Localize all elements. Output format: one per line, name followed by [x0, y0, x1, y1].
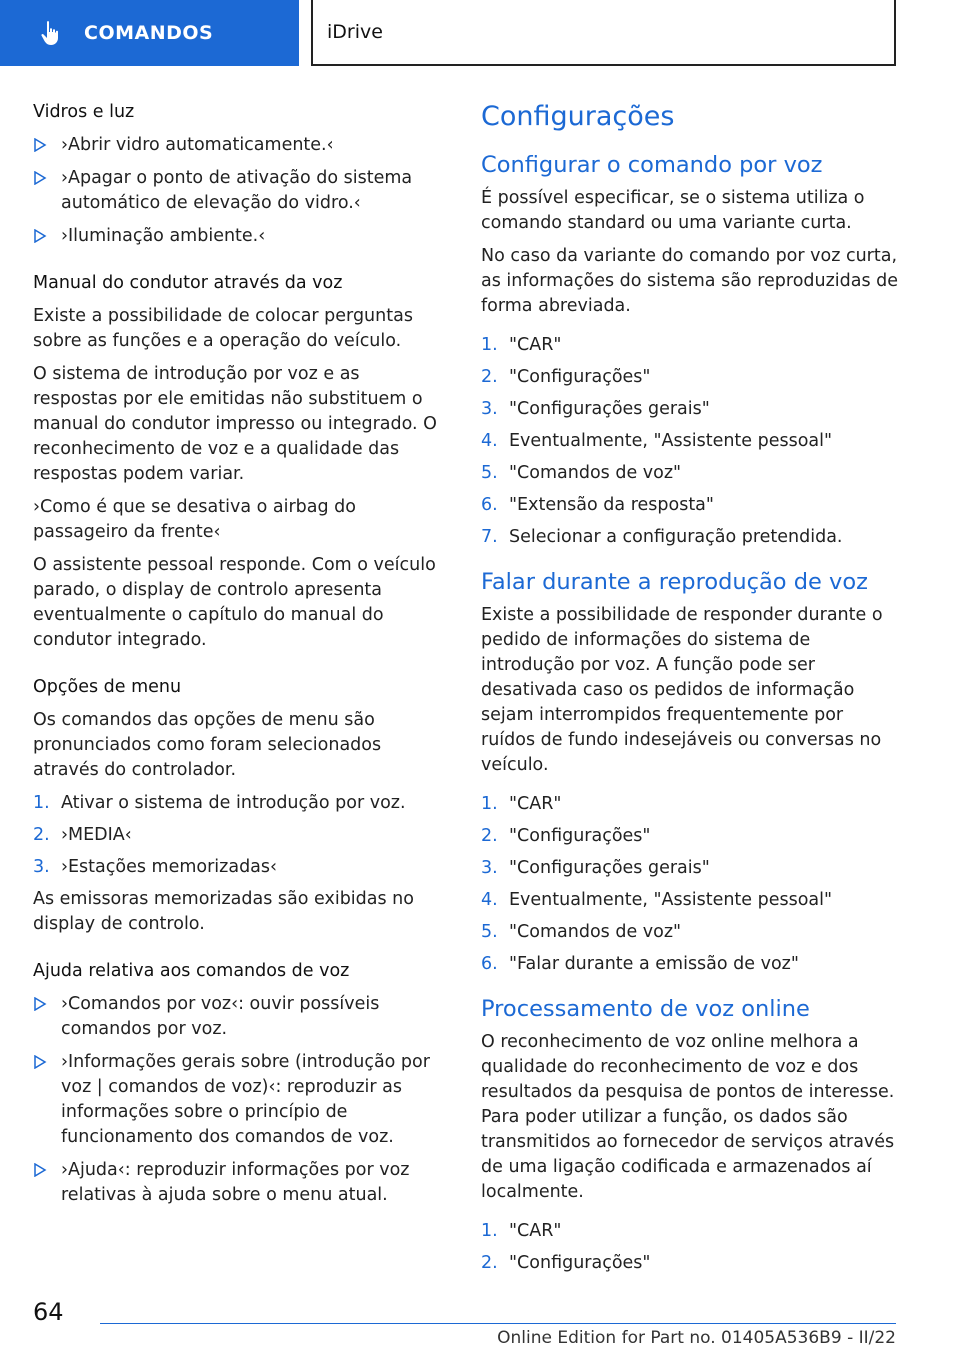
triangle-bullet-icon	[33, 171, 47, 185]
list-item: ›Informações gerais sobre (introdução por voz | comandos de voz)‹: reproduzir as informações sobre o princípio de funcionamento dos comandos de voz.	[33, 1050, 443, 1150]
list-item: 1. "CAR"	[481, 335, 562, 355]
list-item: 7. Selecionar a configuração pretendida.	[481, 527, 843, 547]
paragraph: No caso da variante do comando por voz curta, as informações do sistema são reproduzidas de forma abreviada.	[481, 246, 899, 316]
hand-pointer-icon	[38, 20, 64, 46]
list-item: 4. Eventualmente, "Assistente pessoal"	[481, 431, 833, 451]
subsection-title: Manual do condutor através da voz	[33, 273, 343, 293]
command-list	[33, 133, 443, 249]
chapter-tab	[0, 0, 299, 66]
list-item: 3. ›Estações memorizadas‹	[33, 857, 278, 877]
subsection-heading: Falar durante a reprodução de voz	[481, 569, 868, 595]
paragraph: ›Como é que se desativa o airbag do passageiro da frente‹	[33, 497, 356, 542]
list-item: ›Ajuda‹: reproduzir informações por voz relativas à ajuda sobre o menu atual.	[33, 1158, 443, 1208]
step-list	[481, 333, 901, 550]
paragraph: As emissoras memorizadas são exibidas no display de controlo.	[33, 889, 414, 934]
section-title: iDrive	[327, 21, 383, 43]
subsection-heading: Processamento de voz online	[481, 996, 810, 1022]
footer-divider	[100, 1323, 896, 1324]
list-item: 2. "Configurações"	[481, 1253, 651, 1273]
section-heading: Configurações	[481, 101, 675, 132]
triangle-bullet-icon	[33, 229, 47, 243]
list-item: 2. ›MEDIA‹	[33, 825, 132, 845]
command-list	[33, 992, 443, 1208]
paragraph: Existe a possibilidade de responder durante o pedido de informações do sistema de introdução por voz. A função pode ser desativada caso os pedidos de informação sejam interrompidos frequentemente por ruídos de fundo indesejáveis ou conversas no veículo.	[481, 605, 883, 775]
step-list	[33, 791, 443, 880]
list-item: 5. "Comandos de voz"	[481, 463, 682, 483]
list-item: 1. Ativar o sistema de introdução por voz.	[33, 793, 406, 813]
list-item: 6. "Falar durante a emissão de voz"	[481, 954, 799, 974]
step-list	[481, 1219, 901, 1276]
paragraph: Os comandos das opções de menu são pronunciados como foram selecionados através do controlador.	[33, 710, 382, 780]
edition-note: Online Edition for Part no. 01405A536B9 - II/22	[497, 1328, 896, 1348]
list-item: 6. "Extensão da resposta"	[481, 495, 714, 515]
right-column	[481, 100, 901, 1283]
list-item: ›Abrir vidro automaticamente.‹	[33, 133, 443, 158]
triangle-bullet-icon	[33, 1163, 47, 1177]
paragraph: O reconhecimento de voz online melhora a qualidade do reconhecimento de voz e dos resultados da pesquisa de pontos de interesse. Para poder utilizar a função, os dados são transmitidos ao fornecedor de serviços através de uma ligação codificada e armazenados aí localmente.	[481, 1032, 895, 1202]
list-item: 5. "Comandos de voz"	[481, 922, 682, 942]
list-item: 3. "Configurações gerais"	[481, 399, 710, 419]
list-item: 2. "Configurações"	[481, 367, 651, 387]
subsection-title: Opções de menu	[33, 677, 182, 697]
chapter-title: COMANDOS	[84, 22, 214, 44]
list-item: 1. "CAR"	[481, 1221, 562, 1241]
triangle-bullet-icon	[33, 138, 47, 152]
paragraph: Existe a possibilidade de colocar perguntas sobre as funções e a operação do veículo.	[33, 306, 413, 351]
step-list	[481, 792, 901, 977]
list-item: 1. "CAR"	[481, 794, 562, 814]
section-header	[311, 0, 896, 66]
page-number: 64	[33, 1298, 64, 1326]
list-item: 4. Eventualmente, "Assistente pessoal"	[481, 890, 833, 910]
subsection-title: Vidros e luz	[33, 102, 135, 122]
list-item: 2. "Configurações"	[481, 826, 651, 846]
list-item: ›Apagar o ponto de ativação do sistema automático de elevação do vidro.‹	[33, 166, 443, 216]
list-item: ›Iluminação ambiente.‹	[33, 224, 443, 249]
subsection-title: Ajuda relativa aos comandos de voz	[33, 961, 350, 981]
triangle-bullet-icon	[33, 997, 47, 1011]
paragraph: O sistema de introdução por voz e as respostas por ele emitidas não substituem o manual do condutor impresso ou integrado. O reconhecimento de voz e a qualidade das respostas podem variar.	[33, 364, 437, 484]
paragraph: É possível especificar, se o sistema utiliza o comando standard ou uma variante curta.	[481, 188, 865, 233]
paragraph: O assistente pessoal responde. Com o veículo parado, o display de controlo apresenta eventualmente o capítulo do manual do condutor integrado.	[33, 555, 436, 650]
list-item: 3. "Configurações gerais"	[481, 858, 710, 878]
subsection-heading: Configurar o comando por voz	[481, 152, 823, 178]
list-item: ›Comandos por voz‹: ouvir possíveis comandos por voz.	[33, 992, 443, 1042]
triangle-bullet-icon	[33, 1055, 47, 1069]
left-column	[33, 100, 443, 1216]
